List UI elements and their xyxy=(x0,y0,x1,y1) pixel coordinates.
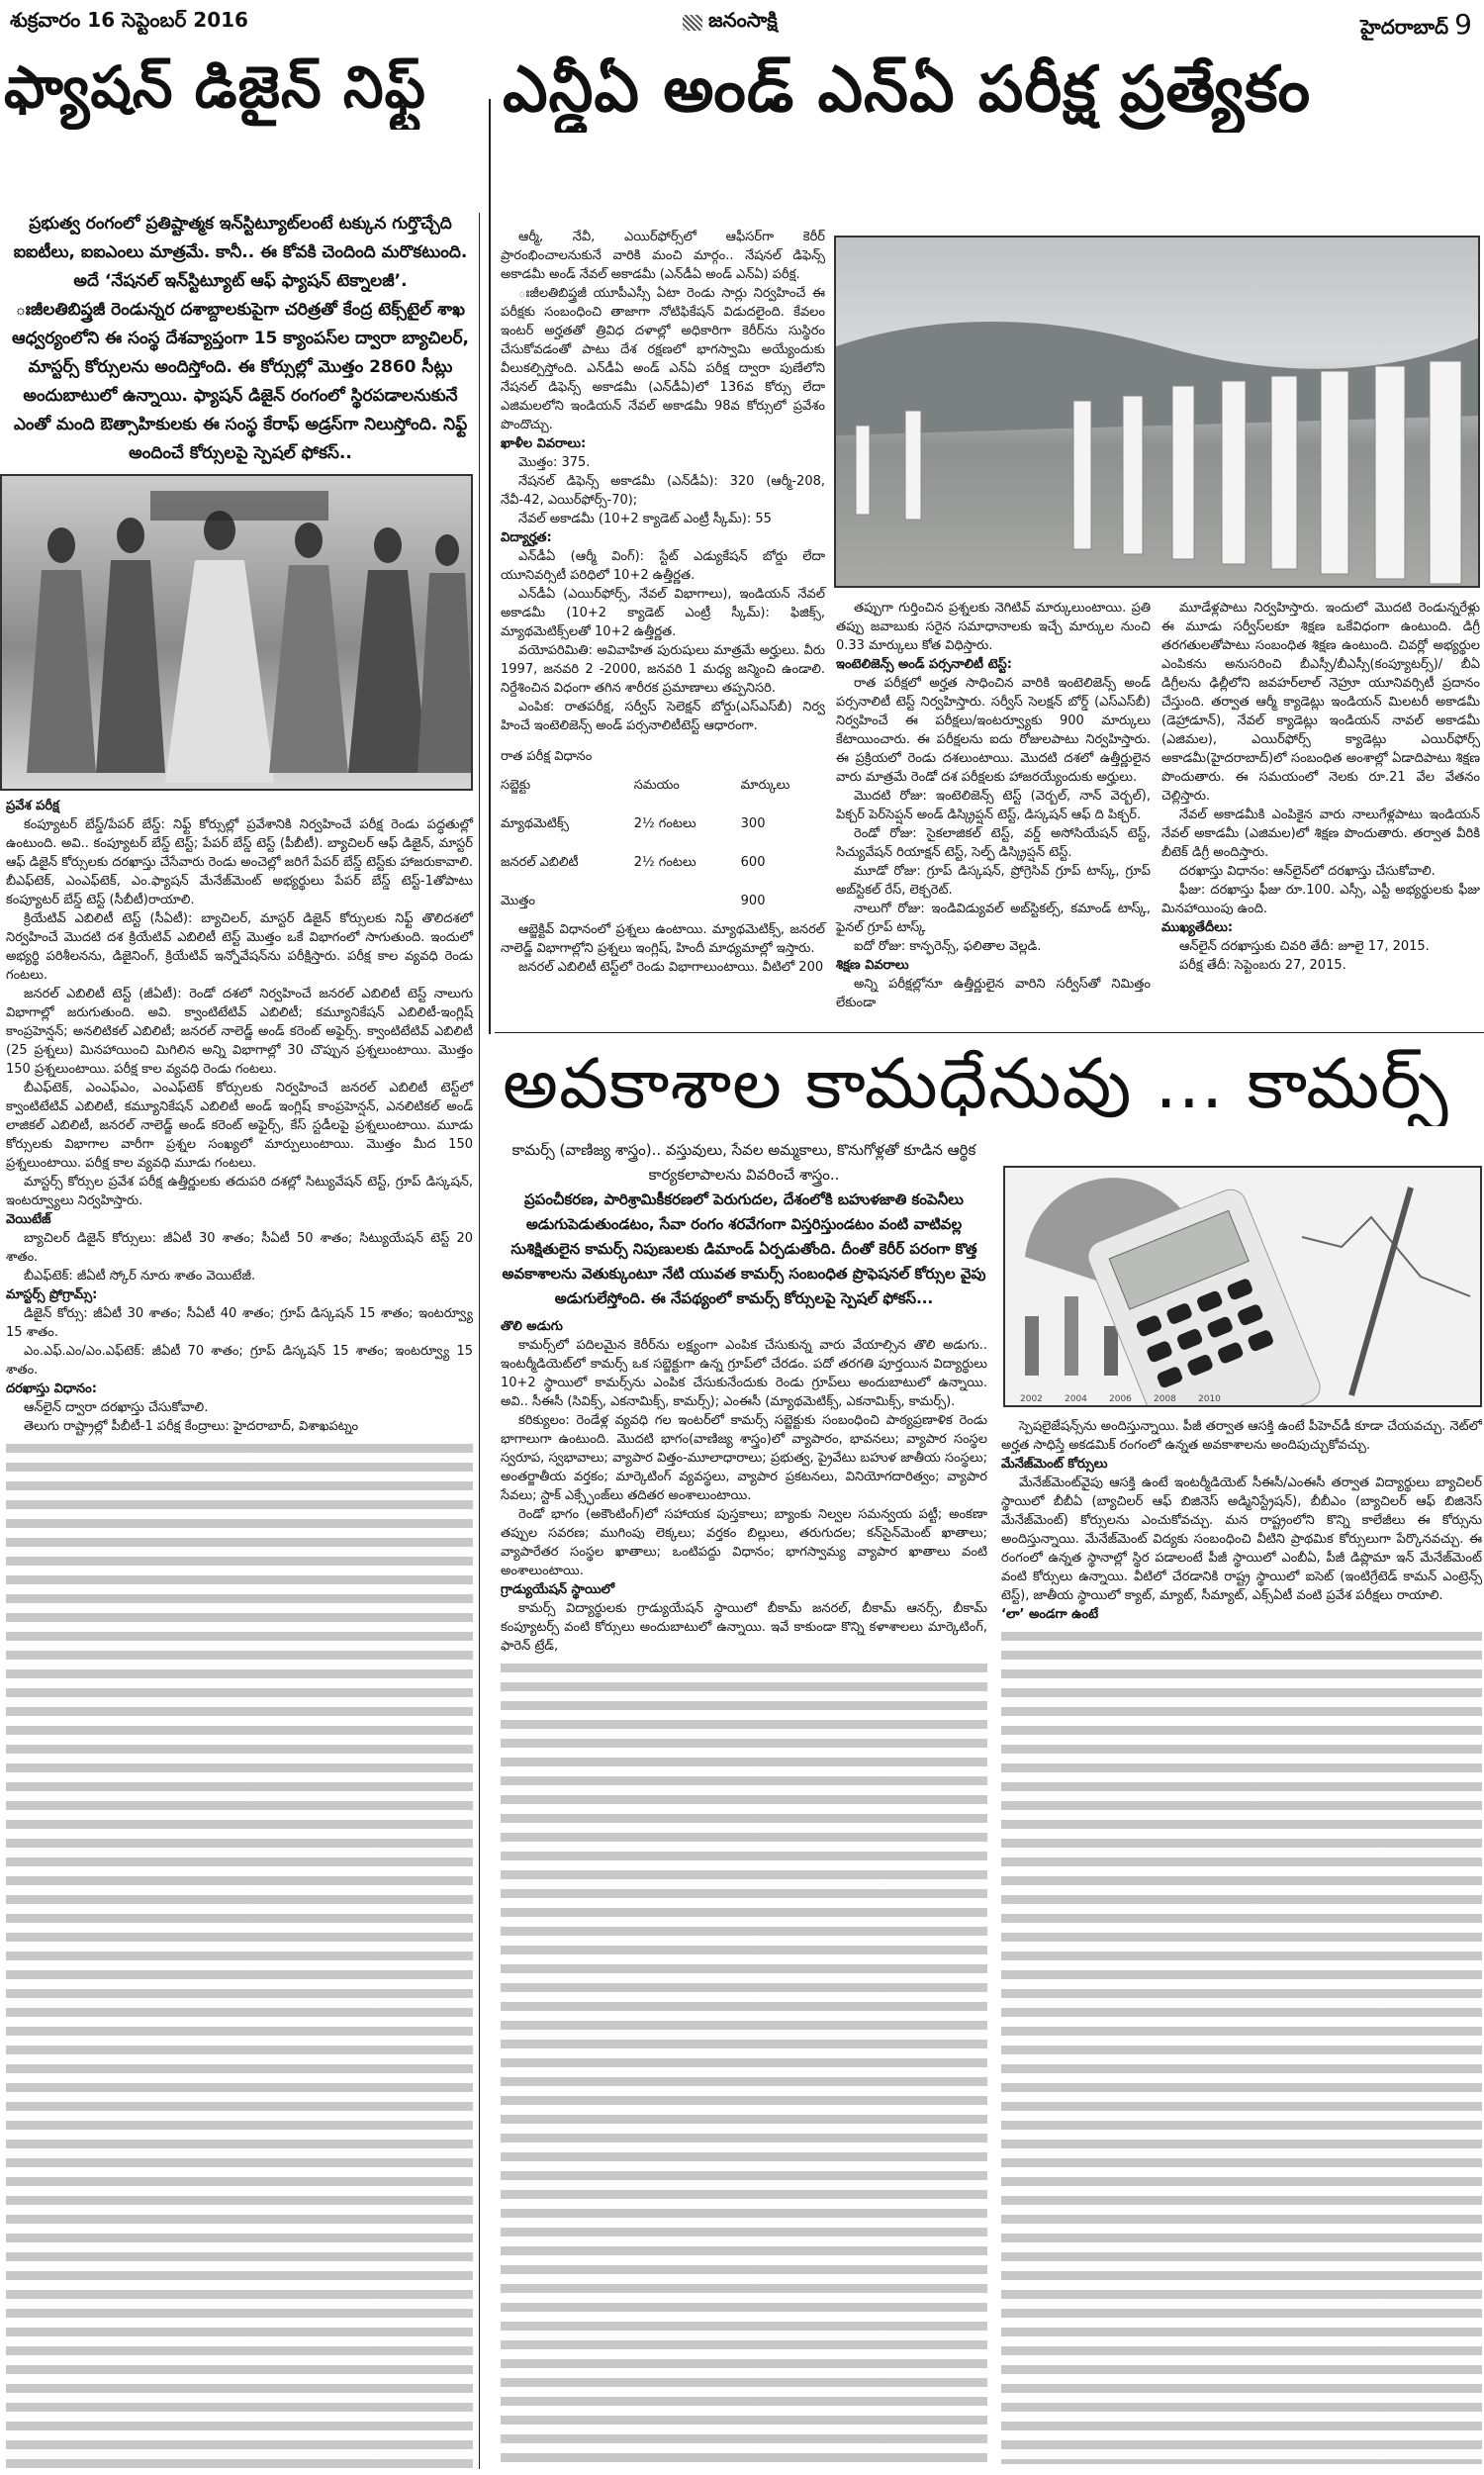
paragraph: జనరల్ ఎబిలిటీ టెస్ట్‌లో రెండు విభాగాలుంటాయి. వీటిలో 200 xyxy=(518,960,824,975)
paragraph: స్పెషలైజేషన్స్‌ను అందిస్తున్నాయి. పీజీ తర్వాత ఆసక్తి ఉంటే పీహెచ్‌డీ కూడా చేయవచ్చు. నెట్‌లో అర్హత సాధిస్తే అకడమిక్ రంగంలో ఉన్నత అవకాశాలను అందిపుచ్చుకోవచ్చు. xyxy=(1001,1419,1482,1453)
fashion-show-photo xyxy=(0,474,473,791)
commerce-intro-definition: కామర్స్ (వాణిజ్య శాస్త్రం).. వస్తువులు, సేవల అమ్మకాలు, కొనుగోళ్లతో కూడిన ఆర్థిక కార్యకలాపాలను వివరించే శాస్త్రం.. xyxy=(511,1141,976,1184)
paragraph: వయోపరిమితి: అవివాహిత పురుషులు మాత్రమే అర్హులు. వీరు 1997, జనవరి 2 -2000, జనవరి 1 మధ్య జన్మించి ఉండాలి. నిర్దేశించిన విధంగా తగిన శారీరక ప్రమాణాలు తప్పనిసరి. xyxy=(501,643,825,696)
header-marks: మార్కులు xyxy=(740,778,790,793)
nift-body-continued xyxy=(6,1444,473,2469)
paragraph: కంప్యూటర్ బేస్డ్/పేపర్ బేస్డ్: నిఫ్ట్ కోర్సుల్లో ప్రవేశానికి నిర్వహించే పరీక్ష రెండు పద్ధతుల్లో ఉంటుంది. అవి.. కంప్యూటర్ బేస్డ్ టెస్ట్; పేపర్ బేస్డ్ టెస్ట్ (పీబీటీ). బ్యాచిలర్ ఆఫ్ డిజైన్, మాస్టర్ ఆఫ్ డిజైన్ కోర్సులకు దరఖాస్తు చేసేవారు రెండు అంచెల్లో జరిగే పేపర్ బేస్డ్ టెస్ట్‌కు హాజరుకావాలి. బీఎఫ్‌టెక్, ఎంఎఫ్‌టెక్, ఎం.ఫ్యాషన్ మేనేజ్‌మెంట్ అభ్యర్థులు పేపర్ బేస్డ్ టెస్ట్-1తోపాటు కంప్యూటర్ బేస్డ్ టెస్ట్ (సీబీటీ)రాయాలి. xyxy=(6,817,473,907)
section-subheading: శిక్షణ వివరాలు xyxy=(836,958,909,973)
paragraph: ఎంపిక: రాతపరీక్ష, సర్వీస్ సెలెక్షన్ బోర్డు(ఎస్ఎస్‌బీ) నిర్వ హించే ఇంటెలిజెన్స్ అండ్ పర్సనాలిటీటెస్ట్ ఆధారంగా. xyxy=(501,700,825,733)
paragraph: క్రియేటివ్ ఎబిలిటీ టెస్ట్ (సీఏటీ): బ్యాచిలర్, మాస్టర్ డిజైన్ కోర్సులకు నిఫ్ట్ తొలిదశలో నిర్వహించే మొదటి దశ క్రియేటివ్ ఎబిలిటీ టెస్ట్ మొత్తం ఒకే విభాగంలో సాగుతుంది. ఇందులో అభ్యర్థి పరిశీలనను, డిజైనింగ్, క్రియేటివ్ ఇన్నోవేషన్‌ను పరీక్షిస్తారు. పరీక్ష కాల వ్యవధి రెండు గంటలు. xyxy=(6,911,473,983)
paragraph: బ్యాచిలర్ డిజైన్ కోర్సులు: జీఏటీ 30 శాతం; సీఏటీ 50 శాతం; సిట్యుయేషన్ టెస్ట్ 20 శాతం. xyxy=(6,1231,473,1265)
cell-duration: 2½ గంటలు xyxy=(633,816,696,831)
naval-cadets-photo xyxy=(834,236,1480,588)
section-subheading: తొలి అడుగు xyxy=(501,1319,563,1334)
issue-date: శుక్రవారం 16 సెప్టెంబర్ 2016 xyxy=(10,8,248,32)
paragraph: ఎన్‌డీఏ (ఆర్మీ వింగ్): స్టేట్ ఎడ్యుకేషన్ బోర్డు లేదా యూనివర్సిటీ పరిధిలో 10+2 ఉత్తీర్ణత. xyxy=(501,549,825,583)
section-subheading: మేనేజ్‌మెంట్ కోర్సులు xyxy=(1001,1457,1108,1472)
chart-year-label: 2008 xyxy=(1154,1394,1176,1404)
nda-col1-after xyxy=(501,920,825,977)
exam-pattern-table xyxy=(501,766,825,920)
paragraph: మూడేళ్లపాటు నిర్వహిస్తారు. ఇందులో మొదటి రెండున్నరేళ్లు ఈ మూడు సర్వీస్‌లకూ శిక్షణ ఒకేవిధంగా ఉంటుంది. డిగ్రీ తరగతులతోపాటు సంబంధిత శిక్షణ ఉంటుంది. చివర్లో అభ్యర్థుల ఎంపికను అనుసరించి బీఎస్సీ/బీఎస్సీ(కంప్యూటర్స్)/ బీఏ డిగ్రీలను ఢిల్లీలోని జవహర్‌లాల్ నెహ్రూ యూనివర్సిటీ ప్రదానం చేస్తుంది. తర్వాత ఆర్మీ క్యాడెట్లు ఇండియన్ మిలటరీ అకాడమీ (డెహ్రాడూన్), నేవల్ క్యాడెట్లు ఇండియన్ నావల్ అకాడమీ (ఎజిమల), ఎయిర్‌ఫోర్స్ క్యాడెట్లు ఎయిర్‌ఫోర్స్ అకాడమీ(హైదరాబాద్)లో సంబంధిత అంశాల్లో ఏడాదిపాటు శిక్షణ పొందుతారు. ఈ సమయంలో నెలకు రూ.21 వేల వేతనం చెల్లిస్తారు. xyxy=(1161,601,1480,804)
nda-column-2 xyxy=(836,599,1151,1012)
paragraph: ఎన్‌డీఏ (ఎయిర్‌ఫోర్స్, నేవల్ విభాగాలు), ఇండియన్ నేవల్ అకాడమీ (10+2 క్యాడెట్ ఎంట్రీ స్కీమ్): ఫిజిక్స్, మ్యాథమెటిక్స్‌లతో 10+2 ఉత్తీర్ణత. xyxy=(501,587,825,639)
paragraph: కామర్స్‌లో పదిలమైన కెరీర్‌ను లక్ష్యంగా ఎంపిక చేసుకున్న వారు వేయాల్సిన తొలి అడుగు.. ఇంటర్మీడియెట్‌లో కామర్స్ ఒక సబ్జెక్టుగా ఉన్న గ్రూప్‌లో చేరడం. పదో తరగతి పూర్తయిన విద్యార్థులు 10+2 స్థాయిలో కామర్స్‌ను ఎంపిక చేసుకునేందుకు రెండు గ్రూప్‌లు అందుబాటులో ఉన్నాయి. అవి.. సీఈసీ (సివిక్స్, ఎకనామిక్స్, కామర్స్); ఎంఈసీ (మ్యాథమెటిక్స్, ఎకనామిక్స్, కామర్స్). xyxy=(501,1338,987,1409)
section-subheading: మాస్టర్స్ ప్రోగ్రామ్స్: xyxy=(6,1287,98,1302)
paragraph: రాత పరీక్షలో అర్హత సాధించిన వారికి ఇంటెలిజెన్స్ అండ్ పర్సనాలిటీ టెస్ట్ నిర్వహిస్తారు. సర్వీస్ సెలక్షన్ బోర్డ్ (ఎస్ఎస్‌బీ) నిర్వహించే ఈ పరీక్షలు/ఇంటర్వ్యూకు 900 మార్కులు కేటాయించారు. ఈ పరీక్షలను ఐదు రోజులపాటు నిర్వహిస్తారు. ఈ ప్రక్రియలో రెండు దశలుంటాయి. మొదటి దశలో ఉత్తీర్ణులైన వారు మాత్రమే రెండో దశ పరీక్షలకు హాజరయ్యేందుకు అర్హులు. xyxy=(836,676,1151,785)
section-subheading: విద్యార్హత: xyxy=(501,530,552,545)
cell-marks: 600 xyxy=(740,855,766,870)
page-location xyxy=(1360,8,1472,44)
paragraph: మొత్తం: 375. xyxy=(518,455,591,470)
section-subheading: గ్రాడ్యుయేషన్ స్థాయిలో xyxy=(501,1582,615,1597)
section-subheading: వెయిటేజ్ xyxy=(6,1212,51,1227)
exam-pattern-title: రాత పరీక్ష విధానం xyxy=(501,749,593,764)
commerce-right-column xyxy=(1001,1166,1482,2464)
city-label: హైదరాబాద్ xyxy=(1360,15,1449,39)
header-subject: సబ్జెక్టు xyxy=(501,778,531,793)
paragraph: ఆన్‌లైన్ ద్వారా దరఖాస్తు చేసుకోవాలి. xyxy=(24,1400,209,1415)
fashion-models-illustration xyxy=(2,476,473,791)
calculator-chart-photo xyxy=(1003,1166,1482,1407)
table-row-total xyxy=(501,882,825,920)
section-subheading: ఖాళీల వివరాలు: xyxy=(501,436,587,451)
section-divider xyxy=(495,1032,1484,1033)
paragraph: ఆన్‌లైన్ దరఖాస్తుకు చివరి తేదీ: జూలై 17, 2015. xyxy=(1179,939,1430,954)
chart-year-label: 2006 xyxy=(1109,1394,1132,1404)
commerce-intro-lead: ప్రపంచీకరణ, పారిశ్రామికీకరణలో పెరుగుదల, దేశంలోకి బహుళజాతి కంపెనీలు అడుగుపెడుతుండటం, సేవా రంగం శరవేగంగా విస్తరిస్తుండటం వంటి వాటివల్ల సుశిక్షితులైన కామర్స్ నిపుణులకు డిమాండ్ ఏర్పడుతోంది. దీంతో కెరీర్ పరంగా కొత్త అవకాశాలను వెతుక్కుంటూ నేటి యువత కామర్స్ సంబంధిత ప్రొఫెషనల్ కోర్సుల వైపు అడుగులేస్తోంది. ఈ నేపథ్యంలో కామర్స్ కోర్సులపై స్పెషల్ ఫోకస్... xyxy=(502,1190,986,1307)
paragraph: ఆర్మీ, నేవీ, ఎయిర్‌ఫోర్స్‌లో ఆఫీసర్‌గా కెరీర్ ప్రారంభించాలనుకునే వారికి మంచి మార్గం.. నేషనల్ డిఫెన్స్ అకాడమీ అండ్ నేవల్ అకాడమీ (ఎన్‌డీఏ అండ్ ఎన్ఏ) పరీక్ష. xyxy=(501,230,825,282)
chart-year-label: 2002 xyxy=(1020,1394,1043,1404)
paragraph: తెలుగు రాష్ట్రాల్లో పీబీటీ-1 పరీక్ష కేంద్రాలు: హైదరాబాద్, విశాఖపట్నం xyxy=(24,1419,359,1434)
paragraph: ఎం.ఎఫ్.ఎం/ఎం.ఎఫ్‌టెక్: జీఏటీ 70 శాతం; గ్రూప్ డిస్కషన్ 15 శాతం; ఇంటర్వ్యూ 15 శాతం. xyxy=(6,1344,473,1378)
cell-marks: 300 xyxy=(740,816,766,831)
commerce-column-a-continued xyxy=(501,1664,987,2464)
paragraph: కరిక్యులం: రెండేళ్ల వ్యవధి గల ఇంటర్‌లో కామర్స్ సబ్జెక్టుకు సంబంధించి పాఠ్యప్రణాళిక రెండు భాగాలుగా ఉంటుంది. మొదటి భాగం(వాణిజ్య శాస్త్రం)లో వ్యాపారం, భావనలు; వ్యాపార సంస్థల స్వరూప, స్వభావాలు; వ్యాపార విత్తం-మూలాధారాలు; ప్రభుత్వ, ప్రైవేటు బహుళ జాతీయ సంస్థలు; అంతర్జాతీయ వర్తకం; మార్కెటింగ్ వ్యవస్థలు, వ్యాపార ప్రకటనలు, వినియోగదారిత్వం; వ్యాపార సేవలు; స్టాక్ ఎక్స్ఛేంజ్‌లు తదితర అంశాలుంటాయి. xyxy=(501,1413,987,1503)
table-header-row xyxy=(501,766,825,805)
column-divider xyxy=(489,99,491,1034)
paragraph: బీఎఫ్‌టెక్: జీఏటీ స్కోర్ నూరు శాతం వెయిటేజీ. xyxy=(24,1269,256,1284)
cell-subject: జనరల్ ఎబిలిటీ xyxy=(501,855,579,870)
newspaper-name: జనంసాక్షి xyxy=(708,8,778,32)
section-subheading: ‘లా’ అండగా ఉంటే xyxy=(1001,1607,1099,1622)
paragraph: కామర్స్ విద్యార్థులకు గ్రాడ్యుయేషన్ స్థాయిలో బీకామ్ జనరల్, బీకామ్ ఆనర్స్, బీకామ్ కంప్యూటర్స్ వంటి కోర్సులు అందుబాటులో ఉన్నాయి. ఇవే కాకుండా కొన్ని కళాశాలలు మార్కెటింగ్, ఫారెన్ ట్రేడ్, xyxy=(501,1601,987,1654)
commerce-left-column xyxy=(501,1138,987,2464)
cell-subject: మొత్తం xyxy=(501,894,535,908)
paragraph: దరఖాస్తు విధానం: ఆన్‌లైన్‌లో దరఖాస్తు చేసుకోవాలి. xyxy=(1179,864,1436,879)
chart-year-label: 2010 xyxy=(1198,1394,1221,1404)
section-subheading: ప్రవేశ పరీక్ష xyxy=(6,799,59,813)
nda-headline: ఎన్డీఏ అండ్ ఎన్ఏ పరీక్ష ప్రత్యేకం xyxy=(503,53,1312,127)
commerce-headline: అవకాశాల కామధేనువు ... కామర్స్ xyxy=(503,1043,1449,1124)
commerce-column-a xyxy=(501,1317,987,1656)
paragraph: నేషనల్ డిఫెన్స్ అకాడమీ (ఎన్‌డీఏ): 320 (ఆర్మీ-208, నేవీ-42, ఎయిర్‌ఫోర్స్-70); xyxy=(501,474,825,508)
nift-intro-summary: ఃజీలతిబిప్త్రజీ రెండున్నర దశాబ్దాలకుపైగా చరిత్రతో కేంద్ర టెక్స్‌టైల్ శాఖ ఆధ్వర్యంలోని ఈ సంస్థ దేశవ్యాప్తంగా 15 క్యాంపస్‌ల ద్వారా బ్యాచిలర్, మాస్టర్స్ కోర్సులను అందిస్తోంది. ఈ కోర్సుల్లో మొత్తం 2860 సీట్లు అందుబాటులో ఉన్నాయి. ఫ్యాషన్ డిజైన్ రంగంలో స్థిరపడాలనుకునే ఎంతో మంది ఔత్సాహికులకు ఈ సంస్థ కేరాఫ్ అడ్రస్‌గా నిలుస్తోంది. నిఫ్ట్ అందించే కోర్సులపై స్పెషల్ ఫోకస్.. xyxy=(12,300,469,463)
left-column-rule xyxy=(479,213,480,2469)
nift-intro-lead: ప్రభుత్వ రంగంలో ప్రతిష్టాత్మక ఇన్‌స్టిట్యూట్‌లంటే టక్కున గుర్తొచ్చేది ఐఐటీలు, ఐఐఎంలు మాత్రమే. కానీ.. ఈ కోవకి చెందింది మరొకటుంది. అదే ‘నేషనల్ ఇన్‌స్టిట్యూట్ ఆఫ్ ఫ్యాషన్ టెక్నాలజీ’. xyxy=(13,214,468,291)
commerce-intro xyxy=(501,1138,987,1311)
paragraph: నేవల్ అకాడమీకి ఎంపికైన వారు నాలుగేళ్లపాటు ఇండియన్ నేవల్ అకాడమీ (ఎజిమల)లో శిక్షణ పొందుతారు. తర్వాత వీరికి బీటెక్ డిగ్రీ అందిస్తారు. xyxy=(1161,808,1480,860)
chart-year-label: 2004 xyxy=(1065,1394,1087,1404)
paragraph: ఐదో రోజు: కాన్ఫరెన్స్, ఫలితాల వెల్లడి. xyxy=(854,939,1042,954)
section-subheading: ఇంటెలిజెన్స్ అండ్ పర్సనాలిటీ టెస్ట్: xyxy=(836,657,1012,672)
section-subheading: దరఖాస్తు విధానం: xyxy=(6,1381,97,1396)
cell-duration: 2½ గంటలు xyxy=(633,855,696,870)
header-duration: సమయం xyxy=(633,778,680,793)
paragraph: పరీక్ష తేదీ: సెప్టెంబరు 27, 2015. xyxy=(1179,958,1346,973)
paragraph: తప్పుగా గుర్తించిన ప్రశ్నలకు నెగిటివ్ మార్కులుంటాయి. ప్రతి తప్పు జవాబుకు సరైన సమాధానాలకు ఇచ్చే మార్కుల నుంచి 0.33 మార్కులు కోత విధిస్తారు. xyxy=(836,601,1151,653)
table-row xyxy=(501,805,825,843)
paragraph: డిజైన్ కోర్సు: జీఏటీ 30 శాతం; సీఏటీ 40 శాతం; గ్రూప్ డిస్కషన్ 15 శాతం; ఇంటర్వ్యూ 15 శాతం. xyxy=(6,1306,473,1340)
paragraph: మేనేజ్‌మెంట్‌వైపు ఆసక్తి ఉంటే ఇంటర్మీడియెట్ సీఈసీ/ఎంఈసీ తర్వాత విద్యార్థులు బ్యాచిలర్ స్థాయిలో బీబీఏ (బ్యాచిలర్ ఆఫ్ బిజినెస్ అడ్మినిస్ట్రేషన్), బీబీఎం (బ్యాచిలర్ ఆఫ్ బిజినెస్ మేనేజ్‌మెంట్) కోర్సులను ఎంచుకోవచ్చు. మన రాష్ట్రంలోని కొన్ని కాలేజీలు ఈ కోర్సును అందిస్తున్నాయి. మేనేజ్‌మెంట్ విద్యకు సంబంధించి వీటిని ప్రాథమిక కోర్సులుగా పేర్కొనవచ్చు. ఈ రంగంలో ఉన్నత స్థానాల్లో స్థిర పడాలంటే పీజీ స్థాయిలో ఎంబీఏ, పీజీ డిప్లొమా ఇన్ మేనేజ్‌మెంట్ వంటి కోర్సులు ఉన్నాయి. వీటిలో చేరడానికి రాష్ట్ర స్థాయిలో ఐసెట్ (ఇంటిగ్రేటెడ్ కామన్ ఎంట్రెన్స్ టెస్ట్), జాతీయ స్థాయిలో క్యాట్, మ్యాట్, సీమ్యాట్, ఎక్స్‌ఏటీ వంటి ప్రవేశ పరీక్షలు రాయాలి. xyxy=(1001,1475,1482,1603)
paragraph: మాస్టర్స్ కోర్సుల ప్రవేశ పరీక్ష ఉత్తీర్ణులకు తదుపరి దశల్లో సిట్యువేషన్ టెస్ట్, గ్రూప్ డిస్కషన్, ఇంటర్వ్యూలు నిర్వహిస్తారు. xyxy=(6,1175,473,1208)
section-subheading: ముఖ్యతేదీలు: xyxy=(1161,920,1234,935)
logo-emblem-icon xyxy=(683,15,702,31)
nda-col1-paragraphs xyxy=(501,228,825,735)
calculator-illustration xyxy=(1005,1168,1482,1407)
nda-column-3 xyxy=(1161,599,1480,975)
paragraph: జనరల్ ఎబిలిటీ టెస్ట్ (జీఏటీ): రెండో దశలో నిర్వహించే జనరల్ ఎబిలిటీ టెస్ట్ నాలుగు విభాగాల్లో జరుగుతుంది. అవి. క్వాంటిటేటివ్ ఎబిలిటీ; కమ్యూనికేషన్ ఎబిలిటీ-ఇంగ్లిష్ కాంప్రహెన్షన్; అనలిటికల్ ఎబిలిటీ; జనరల్ నాలెడ్జ్ అండ్ కరెంట్ అఫైర్స్. క్వాంటిటేటివ్ ఎబిలిటీ (25 ప్రశ్నలు) మినహాయించి మిగిలిన అన్ని విభాగాల్లో 30 చొప్పున ప్రశ్నలుంటాయి. మొత్తం 150 ప్రశ్నలుంటాయి. పరీక్ష కాల వ్యవధి రెండు గంటలు. xyxy=(6,987,473,1077)
commerce-column-b xyxy=(1001,1417,1482,1624)
paragraph: నాలుగో రోజు: ఇండివిడ్యువల్ అబ్‌స్టికల్స్, కమాండ్ టాస్క్, ఫైనల్ గ్రూప్ టాస్క్ xyxy=(836,902,1151,935)
cell-subject: మ్యాథమెటిక్స్ xyxy=(501,816,569,831)
paragraph: ఫీజు: దరఖాస్తు ఫీజు రూ.100. ఎస్సీ, ఎస్టీ అభ్యర్థులకు ఫీజు మినహాయింపు ఉంది. xyxy=(1161,883,1480,916)
exam-pattern xyxy=(501,747,825,920)
nda-column-1 xyxy=(501,228,825,977)
paragraph: అన్ని పరీక్షల్లోనూ ఉత్తీర్ణులైన వారిని సర్వీస్‌తో నిమిత్తం లేకుండా xyxy=(836,977,1151,1010)
nift-column xyxy=(0,210,475,2469)
commerce-column-b-continued xyxy=(1001,1632,1482,2464)
table-row xyxy=(501,843,825,882)
masthead-logo xyxy=(683,8,778,37)
cadets-parade-illustration xyxy=(836,238,1480,588)
paragraph: రెండో రోజు: సైకలాజికల్ టెస్ట్, వర్డ్ అసోసియేషన్ టెస్ట్, సిచ్యువేషన్ రియాక్షన్ టెస్ట్, సెల్ఫ్ డిస్క్రిప్షన్ టెస్ట్. xyxy=(836,826,1151,860)
paragraph: ఃజీలతిబిప్త్రజీ యూపీఎస్సీ ఏటా రెండు సార్లు నిర్వహించే ఈ పరీక్షకు సంబంధించి తాజాగా నోటిఫికేషన్ విడుదలైంది. కేవలం ఇంటర్ అర్హతతో త్రివిధ దళాల్లో అధికారిగా కెరీర్‌ను సుస్థిరం చేసుకోవడంతో పాటు దేశ రక్షణలో భాగస్వామి అయ్యేందుకు వీలుకల్పిస్తోంది. ఎన్‌డీఏ అండ్ ఎన్ఏ పరీక్ష ద్వారా పుణేలోని నేషనల్ డిఫెన్స్ అకాడమీ (ఎన్‌డీఏ)లో 136వ కోర్సు లేదా ఎజిమలలోని ఇండియన్ నేవల్ అకాడమీ 98వ కోర్సులో ప్రవేశం పొందొచ్చు. xyxy=(501,286,825,432)
page-number: 9 xyxy=(1454,8,1472,41)
paragraph: మూడో రోజు: గ్రూప్ డిస్కషన్, ప్రోగ్రెసివ్ గ్రూప్ టాస్క్, గ్రూప్ అబ్‌స్టికల్ రేస్, లెక్చరెట్. xyxy=(836,864,1151,898)
nift-intro xyxy=(0,210,475,468)
cell-duration xyxy=(634,882,741,920)
paragraph: నేవల్ అకాడమీ (10+2 క్యాడెట్ ఎంట్రీ స్కీమ్): 55 xyxy=(518,512,772,526)
paragraph: ఆబ్జెక్టివ్ విధానంలో ప్రశ్నలు ఉంటాయి. మ్యాథమెటిక్స్, జనరల్ నాలెడ్జ్ విభాగాల్లోని ప్రశ్నలు ఇంగ్లిష్, హిందీ మాధ్యమాల్లో ఇస్తారు. xyxy=(501,922,825,956)
nift-body xyxy=(6,797,473,1436)
paragraph: బీఎఫ్‌టెక్, ఎంఎఫ్ఎం, ఎంఎఫ్‌టెక్ కోర్సులకు నిర్వహించే జనరల్ ఎబిలిటీ టెస్ట్‌లో క్వాంటిటేటివ్ ఎబిలిటీ, కమ్యూనికేషన్ ఎబిలిటీ అండ్ ఇంగ్లిష్ కాంప్రహెన్షన్, ఎనలిటికల్ అండ్ లాజికల్ ఎబిలిటీ, జనరల్ నాలెడ్జ్ అండ్ కరెంట్ అఫైర్స్, కేస్ స్టడీలపై ప్రశ్నలుంటాయి. మూడు కోర్సులకు విభాగాల వారీగా ప్రశ్నల సంఖ్యలో మార్పులుంటాయి. మొత్తం మీద 150 ప్రశ్నలుంటాయి. పరీక్ష కాల వ్యవధి మూడు గంటలు. xyxy=(6,1081,473,1171)
cell-marks: 900 xyxy=(740,894,766,908)
paragraph: రెండో భాగం (అకౌంటింగ్)లో సహాయక పుస్తకాలు; బ్యాంకు నిల్వల సమన్వయ పట్టీ; అంకణా తప్పుల సవరణ; ముగింపు లెక్కలు; వర్తకం బిల్లులు, తరుగుదల; కన్‌సైన్‌మెంట్ ఖాతాలు; వ్యాపారేతర సంస్థల ఖాతాలు; ఒంటిపద్దు విధానం; భాగస్వామ్య వ్యాపార ఖాతాలు వంటి అంశాలుంటాయి. xyxy=(501,1507,987,1578)
paragraph: మొదటి రోజు: ఇంటెలిజెన్స్ టెస్ట్ (వెర్బల్, నాన్ వెర్బల్), పిక్చర్ పెర్‌సెప్షన్ అండ్ డిస్క్రిప్షన్ టెస్ట్, డిస్కషన్ ఆఫ్ ది పిక్చర్. xyxy=(836,789,1151,822)
nift-headline: ఫ్యాషన్ డిజైన్ నిఫ్ట్ xyxy=(4,53,426,121)
